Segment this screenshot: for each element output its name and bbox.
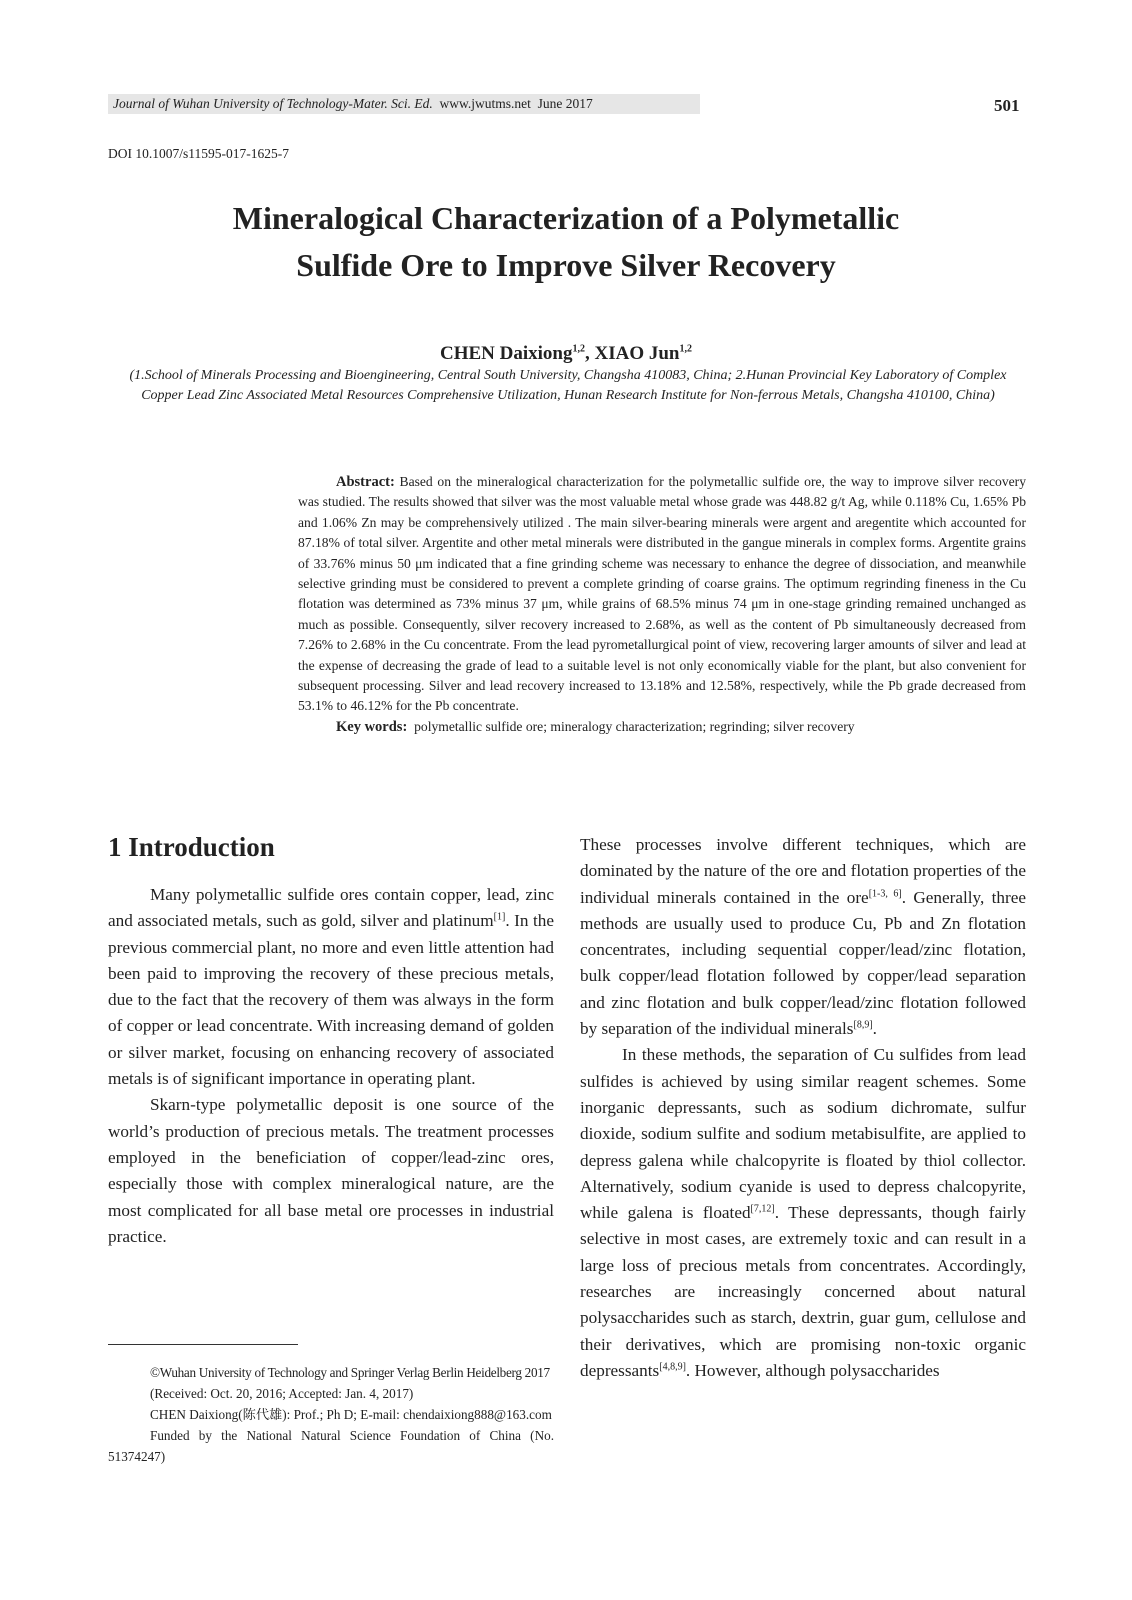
paragraph-text: These processes involve different techniques, which are dominated by the nature of the ore and flotation properties of the individual minerals contained in the ore	[580, 835, 1026, 907]
keywords-label: Key words:	[336, 718, 408, 735]
section-heading-introduction: 1 Introduction	[108, 832, 275, 862]
paragraph-text: .	[872, 1019, 877, 1039]
footnote-funding: Funded by the National Natural Science Foundation of China (No. 51374247)	[108, 1428, 554, 1464]
author-2: XIAO Jun	[594, 343, 680, 364]
journal-name: Journal of Wuhan University of Technology-Mater. Sci. Ed.	[113, 96, 433, 111]
footnote-rule	[108, 1344, 298, 1345]
paragraph-text: Many polymetallic sulfide ores contain copper, lead, zinc and associated metals, such as gold, silver and platinum	[108, 885, 554, 931]
journal-header	[113, 96, 593, 112]
author-1: CHEN Daixiong	[440, 343, 573, 364]
citation: [4,8,9]	[659, 1361, 686, 1373]
paragraph	[580, 832, 1026, 1042]
keywords-text: polymetallic sulfide ore; mineralogy characterization; regrinding; silver recovery	[414, 718, 855, 734]
abstract-label: Abstract:	[336, 474, 395, 490]
footnotes	[108, 1362, 554, 1467]
footnote-author: CHEN Daixiong(陈代雄): Prof.; Ph D; E-mail: chendaixiong888@163.com	[150, 1407, 552, 1422]
footnote-copyright: ©Wuhan University of Technology and Springer Verlag Berlin Heidelberg 2017	[150, 1365, 550, 1380]
page-number: 501	[994, 96, 1020, 115]
paragraph	[580, 1042, 1026, 1384]
keywords	[298, 717, 1026, 737]
paragraph-text: In these methods, the separation of Cu sulfides from lead sulfides is achieved by using similar reagent schemes. Some inorganic depressants, such as sodium dichromate, sulfur dioxide, sodium sulfite and sodium metabisulfite, are applied to depress galena while chalcopyrite is floated by thiol collector. Alternatively, sodium cyanide is used to depress chalcopyrite, while galena is floated	[580, 1045, 1026, 1223]
journal-url: www.jwutms.net	[439, 96, 531, 111]
citation: [7,12]	[750, 1203, 775, 1215]
paper-title-line-1: Mineralogical Characterization of a Polymetallic	[232, 200, 900, 236]
paper-title-line-2: Sulfide Ore to Improve Silver Recovery	[296, 247, 836, 283]
paragraph	[108, 882, 554, 1092]
paragraph-text: . In the previous commercial plant, no more and even little attention had been paid to improving the recovery of these precious metals, due to the fact that the recovery of them was always in the form of copper or lead concentrate. With increasing demand of golden or silver market, focusing on enhancing recovery of associated metals is of significant importance in operating plant.	[108, 911, 554, 1089]
footnote-received: (Received: Oct. 20, 2016; Accepted: Jan. 4, 2017)	[150, 1386, 414, 1401]
authors	[108, 343, 1024, 365]
citation: [1]	[493, 911, 506, 923]
paragraph-text: . However, although polysaccharides	[685, 1360, 940, 1380]
paragraph-text: . These depressants, though fairly selective in most cases, are extremely toxic and can result in a large loss of precious metals from concentrates. Accordingly, researches are increasingly concerned about natural polysaccharides such as starch, dextrin, guar gum, cellulose and their derivatives, which are promising non-toxic organic depressants	[580, 1203, 1026, 1380]
abstract-text: Based on the mineralogical characterization for the polymetallic sulfide ore, the way to improve silver recovery was studied. The results showed that silver was the most valuable metal whose grade was 448.82 g/t Ag, while 0.118% Cu, 1.65% Pb and 1.06% Zn may be comprehensively utilized . The main silver-bearing minerals were argent and aregentite which accounted for 87.18% of total silver. Argentite and other metal minerals were distributed in the gangue minerals in complex forms. Argentite grains of 33.76% minus 50 μm indicated that a fine grinding scheme was necessary to enhance the degree of dissociation, and meanwhile selective grinding must be considered to prevent a complete grinding of coarse grains. The optimum regrinding fineness in the Cu flotation was determined as 73% minus 37 μm, while grains of 68.5% minus 74 μm in one-stage grinding remained unchanged as much as possible. Consequently, silver recovery increased to 2.68%, as well as the content of Pb simultaneously decreased from 7.26% to 2.68% in the Cu concentrate. From the lead pyrometallurgical point of view, recovering larger amounts of silver and lead at the expense of decreasing the grade of lead to a suitable level is not only economically viable for the plant, but also convenient for subsequent processing. Silver and lead recovery increased to 13.18% and 12.58%, respectively, while the Pb grade decreased from 53.1% to 46.12% for the Pb concentrate.	[298, 474, 1026, 714]
citation: [8,9]	[853, 1019, 873, 1031]
citation: [1-3, 6]	[868, 887, 902, 899]
author-1-affil: 1,2	[572, 343, 585, 355]
doi: DOI 10.1007/s11595-017-1625-7	[108, 146, 289, 161]
journal-date: June 2017	[537, 96, 593, 111]
paragraph-text: . Generally, three methods are usually used to produce Cu, Pb and Zn flotation concentrates, including sequential copper/lead/zinc flotation, bulk copper/lead flotation followed by copper/lead separation and zinc flotation and bulk copper/lead/zinc flotation followed by separation of the individual minerals	[580, 887, 1026, 1039]
body-column-left	[108, 882, 554, 1250]
paragraph: Skarn-type polymetallic deposit is one source of the world’s production of precious metals. The treatment processes employed in the beneficiation of copper/lead-zinc ores, especially those with complex mineralogical nature, are the most complicated for all base metal ore processes in industrial practice.	[108, 1095, 554, 1246]
abstract	[298, 472, 1026, 737]
body-column-right	[580, 832, 1026, 1384]
author-2-affil: 1,2	[679, 343, 692, 355]
author-separator: ,	[585, 343, 595, 364]
affiliations: (1.School of Minerals Processing and Bioengineering, Central South University, Changsha 410083, China; 2.Hunan Provincial Key Laboratory of Complex Copper Lead Zinc Associated Metal Resources Comprehensive Utilization, Hunan Research Institute for Non-ferrous Metals, Changsha 410100, China)	[129, 368, 1007, 403]
